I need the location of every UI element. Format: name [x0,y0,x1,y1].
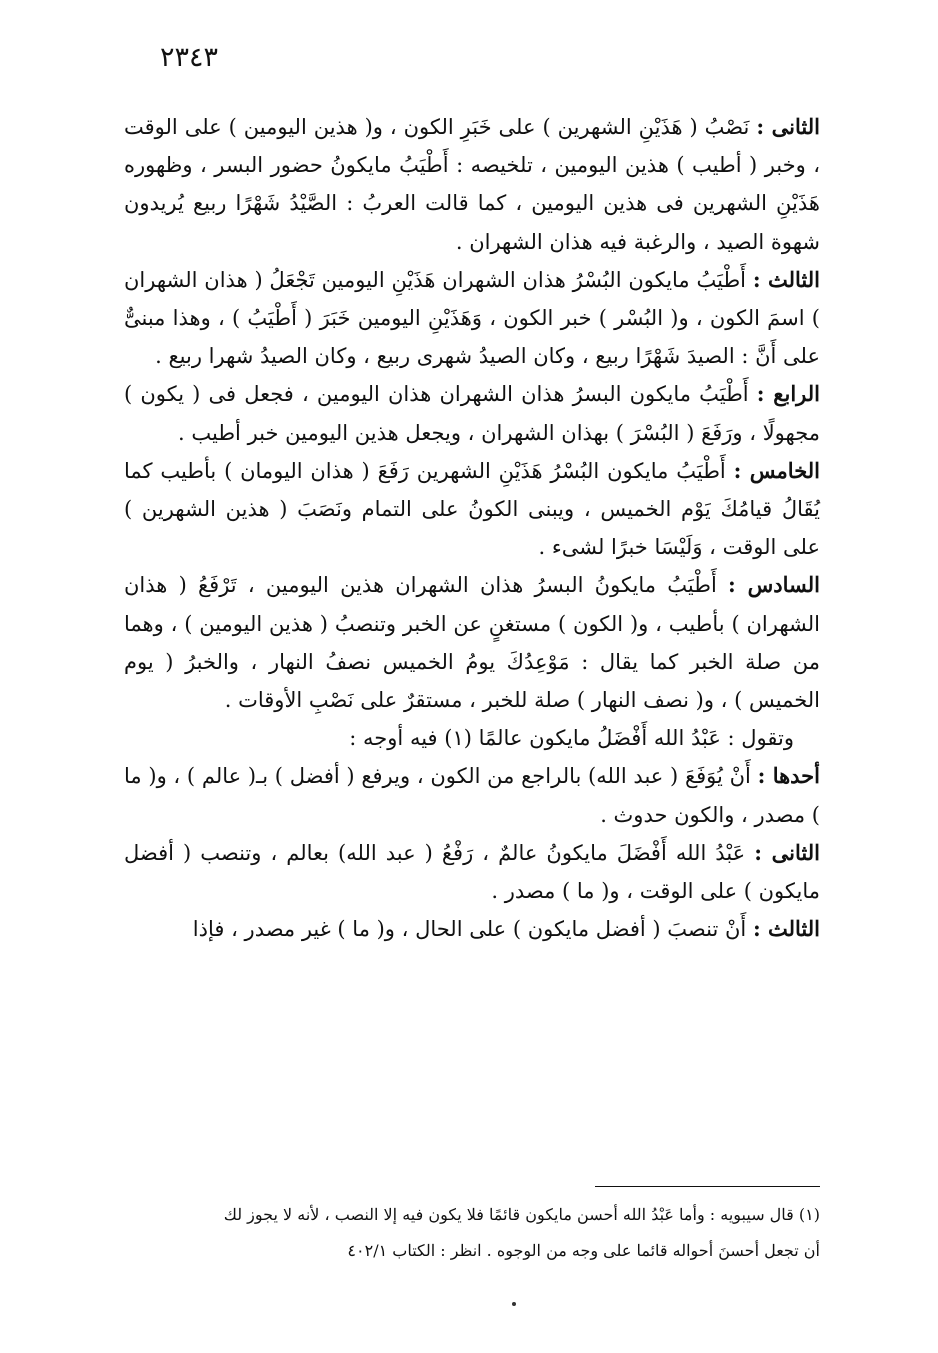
paragraph-6 [124,719,820,757]
paragraph-label: الرابع : [756,381,820,407]
paragraph-label: السادس : [728,572,820,598]
paragraph-9 [124,910,820,948]
paragraph-text: أَطْيَبُ مايكون البسرُ هذان الشهران هذان اليومين ، فجعل فى ( يكون ) مجهولًا ، ورَفَعَ ( البُسْرَ ) بهذان الشهران ، ويجعل هذين اليومين خبر أطيب . [124,382,820,445]
footnote-separator [595,1186,820,1187]
paragraph-text: وتقول : عَبْدُ الله أَفْضَلُ مايكون عالمًا (١) فيه أوجه : [349,726,794,751]
page-dot-mark [512,1302,516,1306]
footnote-line-1: (١) قال سيبويه : وأما عَبْدُ الله أحسن مايكون قائمًا فلا يكون فيه إلا النصب ، لأنه لا يجوز لك [223,1205,820,1224]
paragraph-text: عَبْدُ الله أَفْضَلَ مايكونُ عالمٌ ، رَفْعُ ( عبد الله) بعالم ، وتنصب ( أفضل مايكون ) على الوقت ، و( ما ) مصدر . [124,840,820,904]
paragraph-label: الثانى : [756,114,820,139]
paragraph-label: الثانى : [754,839,820,865]
paragraph-label: الثالث : [752,916,820,942]
paragraph-1 [124,108,820,261]
paragraph-8 [124,834,820,910]
paragraph-text: نَصْبُ ( هَذَيْنِ الشهرين ) على خَبَرِ الكون ، و( هذين اليومين ) على الوقت ، وخبر ( أطيب ) هذين اليومين ، تلخيصه : أَطْيَبُ مايكونُ حضور البسر ، وظهوره هَذَيْنِ الشهرين فى هذين اليومين ، كما قالت العربُ : الصَّيْدُ شَهْرًا ربيع يُريدون شهوة الصيد ، والرغبة فيه هذان الشهران . [124,115,820,254]
paragraph-2 [124,261,820,376]
main-text [124,108,820,948]
paragraph-label: الثالث : [752,266,820,292]
paragraph-text: أَنْ تنصبَ ( أفضل مايكون ) على الحال ، و( ما ) غير مصدر ، فإذا [192,917,747,942]
paragraph-text: أَطْيَبُ مايكون البُسْرُ هَذَيْنِ الشهرين رَفَعَ ( هذان اليومان ) بأطيب كما يُقَالُ قيامُكَ يَوْم الخميس ، ويبنى الكونُ على التمام ونَصَبَ ( هذين الشهرين ) على الوقت ، وَلَيْسَا خبرًا لشىء . [124,458,820,560]
paragraph-label: الخامس : [733,457,820,483]
paragraph-text: أَنْ يُوَفَعَ ( عبد الله) بالراجع من الكون ، ويرفع ( أفضل ) بـ( عالم ) ، و( ما ) مصدر ، والكون حدوث . [124,764,820,827]
footnote-line-2: أن تجعل أحسنَ أحواله قائما على وجه من الوجوه . انظر : الكتاب ٤٠٢/١ [347,1241,820,1260]
paragraph-text: أَطْيَبُ مايكون البُسْرُ هذان الشهران هَذَيْنِ اليومين تَجْعَلُ ( هذان الشهران ) اسمَ الكون ، و( البُسْر ) خبر الكون ، وَهَذَيْنِ اليومين خَبَرَ ( أَطْيَبُ ) ، وهذا مبنىٌّ على أَنَّ : الصيدَ شَهْرًا ربيع ، وكان الصيدُ شهرى ربيع ، وكان الصيدُ شهرا ربيع . [124,267,820,369]
paragraph-7 [124,757,820,833]
paragraph-3 [124,375,820,451]
footnotes [108,1197,820,1269]
paragraph-5 [124,566,820,719]
paragraph-text: أَطْيَبُ مايكونُ البسرُ هذان الشهران هذين اليومين ، تَرْفَعُ ( هذان الشهران ) بأطيب ، و( الكون ) مستغنٍ عن الخبر وتنصبُ ( هذين اليومين ) ، وهما من صلة الخبر كما يقال : مَوْعِدُكَ يومُ الخميس نصفُ النهار ، والخبرُ ( يوم الخميس ) ، و( نصف النهار ) صلة للخبر ، مستقرٌ على نَصْبِ الأوقات . [124,573,820,713]
paragraph-label: أحدها : [757,763,821,789]
paragraph-4 [124,452,820,567]
page-number: ٢٣٤٣ [160,42,219,73]
